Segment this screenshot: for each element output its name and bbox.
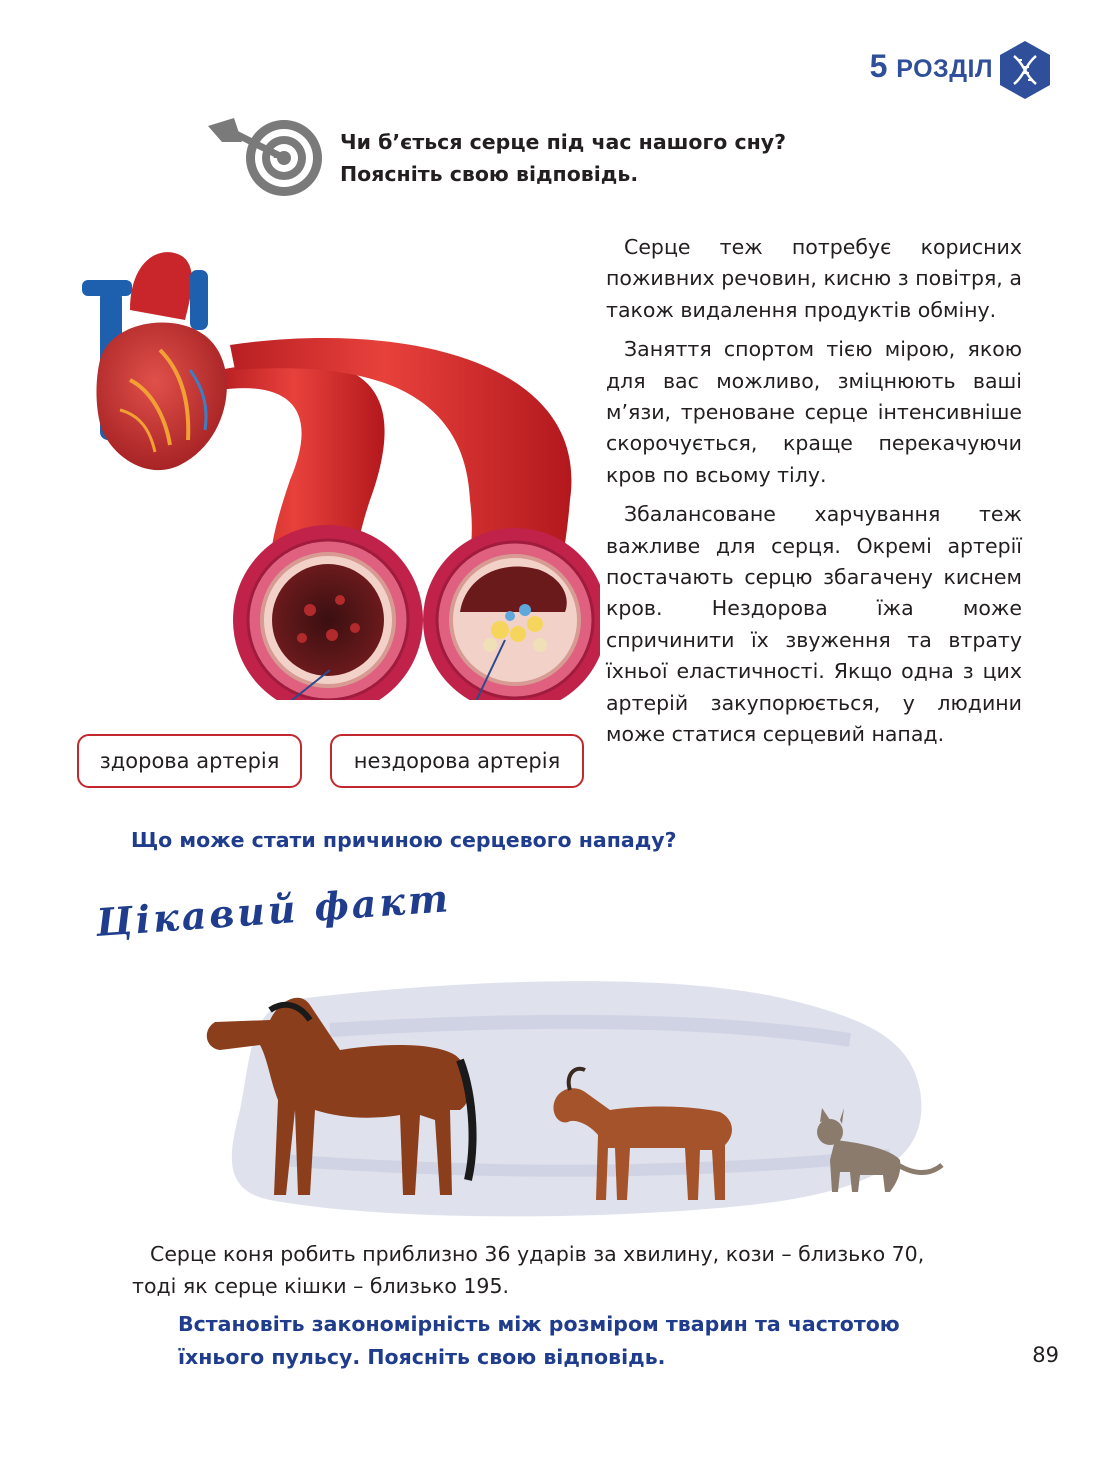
page-number: 89 xyxy=(1032,1343,1059,1367)
target-arrow-icon xyxy=(208,112,326,198)
pattern-question xyxy=(178,1308,978,1374)
heart-attack-question: Що може стати причиною серцевого нападу? xyxy=(131,828,677,852)
target-question xyxy=(340,126,900,190)
pattern-question-line1: Встановіть закономірність між розміром тварин та частотою xyxy=(178,1312,900,1336)
section-word: РОЗДІЛ xyxy=(896,55,993,83)
healthy-artery-label: здорова артерія xyxy=(77,734,302,788)
section-number: 5 xyxy=(869,48,888,84)
target-question-line2: Поясніть свою відповідь. xyxy=(340,162,639,186)
body-paragraph-2: Заняття спортом тією мірою, якою для вас можливо, зміцнюють ваші м’язи, треноване серце інтенсивніше скорочується, краще перекачуючи кров по всьому тілу. xyxy=(606,337,1022,487)
section-label xyxy=(870,48,993,85)
fact-text xyxy=(132,1238,1012,1302)
body-text xyxy=(606,232,1022,751)
unhealthy-artery-label: нездорова артерія xyxy=(330,734,584,788)
target-question-line1: Чи б’ється серце під час нашого сну? xyxy=(340,130,787,154)
fact-text-line1: Серце коня робить приблизно 36 ударів за хвилину, кози – близько 70, xyxy=(150,1242,925,1266)
fact-title: Цікавий факт xyxy=(94,875,453,945)
dna-icon xyxy=(998,40,1052,100)
body-paragraph-1: Серце теж потребує корисних поживних речовин, кисню з повітря, а також видалення продуктів обміну. xyxy=(606,235,1022,322)
horse-goat-cat-illustration xyxy=(190,960,990,1220)
pattern-question-line2: їхнього пульсу. Поясніть свою відповідь. xyxy=(178,1345,666,1369)
body-paragraph-3: Збалансоване харчування теж важливе для серця. Окремі артерії постачають серцю збагачену киснем кров. Нездорова їжа може спричинити їх звуження та втрату їхньої еластичності. Якщо одна з цих артерій закупорюється, у людини може статися серцевий напад. xyxy=(606,502,1022,747)
heart-arteries-illustration xyxy=(70,240,600,700)
fact-text-line2: тоді як серце кішки – близько 195. xyxy=(132,1274,510,1298)
